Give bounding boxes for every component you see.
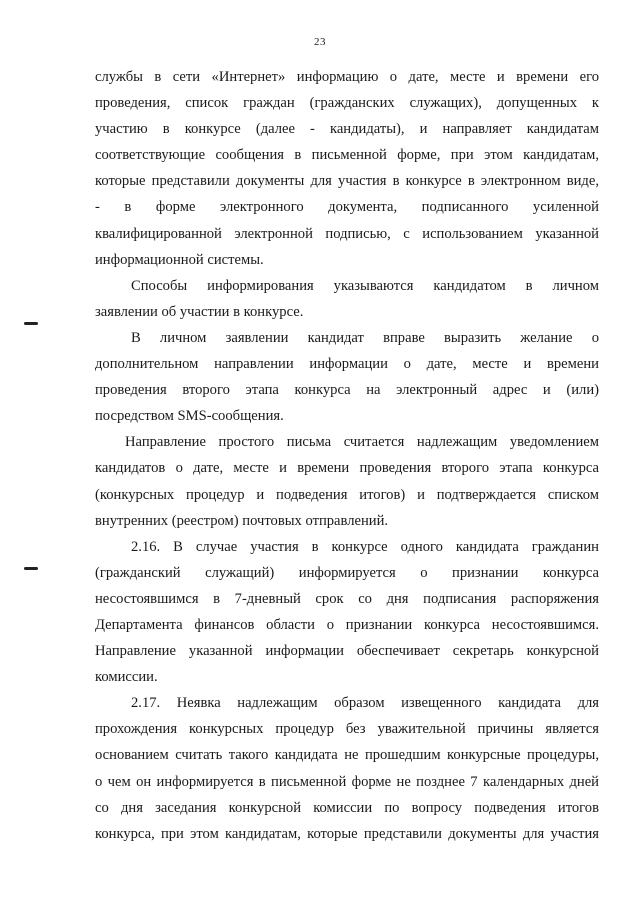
text-line: посредством SMS-сообщения. [95,408,284,425]
text-line: комиссии. [95,669,158,686]
text-line: службы в сети «Интернет» информацию о дате, месте и времени его [95,69,599,85]
text-line: 2.16. В случае участия в конкурсе одного кандидата гражданин [131,538,599,555]
text-line: (гражданский служащий) информируется о признании конкурса [95,564,599,581]
text-line: о чем он информируется в письменной форме не позднее 7 календарных дней [95,773,599,790]
text-line: квалифицированной электронной подписью, с использованием указанной [95,225,599,242]
text-line: - в форме электронного документа, подписанного усиленной [95,199,599,216]
text-line: 2.17. Неявка надлежащим образом извещенного кандидата для [131,695,599,712]
text-line: участию в конкурсе (далее - кандидаты), и направляет кандидатам [95,121,599,138]
text-line: несостоявшимся в 7-дневный срок со дня подписания распоряжения [95,590,599,607]
text-line: проведения второго этапа конкурса на электронный адрес и (или) [95,382,599,399]
document-body [95,64,599,847]
text-line: Направление указанной информации обеспечивает секретарь конкурсной [95,643,599,660]
text-line: заявлении об участии в конкурсе. [95,303,304,320]
text-line: (конкурсных процедур и подведения итогов) и подтверждается списком [95,486,599,503]
text-line: прохождения конкурсных процедур без уважительной причины является [95,721,599,738]
scan-mark [24,567,38,570]
text-line: кандидатов о дате, месте и времени проведения второго этапа конкурса [95,460,599,477]
page-number: 23 [314,36,326,48]
text-line: проведения, список граждан (гражданских служащих), допущенных к [95,95,599,112]
text-line: дополнительном направлении информации о дате, месте и времени [95,356,599,373]
paragraph [95,534,599,691]
paragraph [95,325,599,429]
paragraph [95,690,599,847]
text-line: соответствующие сообщения в письменной форме, при этом кандидатам, [95,147,599,164]
text-line: Способы информирования указываются кандидатом в личном [131,277,599,294]
text-line: конкурса, при этом кандидатам, которые представили документы для участия [95,825,599,842]
text-line: В личном заявлении кандидат вправе выразить желание о [131,329,599,346]
text-line: со дня заседания конкурсной комиссии по вопросу подведения итогов [95,799,599,816]
text-line: внутренних (реестром) почтовых отправлений. [95,512,389,529]
text-line: Направление простого письма считается надлежащим уведомлением [125,434,599,451]
scan-mark [24,322,38,325]
text-line: Департамента финансов области о признании конкурса несостоявшимся. [95,616,599,633]
text-line: основанием считать такого кандидата не прошедшим конкурсные процедуры, [95,747,599,764]
text-line: которые представили документы для участия в конкурсе в электронном виде, [95,173,599,190]
text-line: информационной системы. [95,251,264,268]
paragraph [95,273,599,325]
paragraph [95,429,599,533]
paragraph [95,64,599,273]
